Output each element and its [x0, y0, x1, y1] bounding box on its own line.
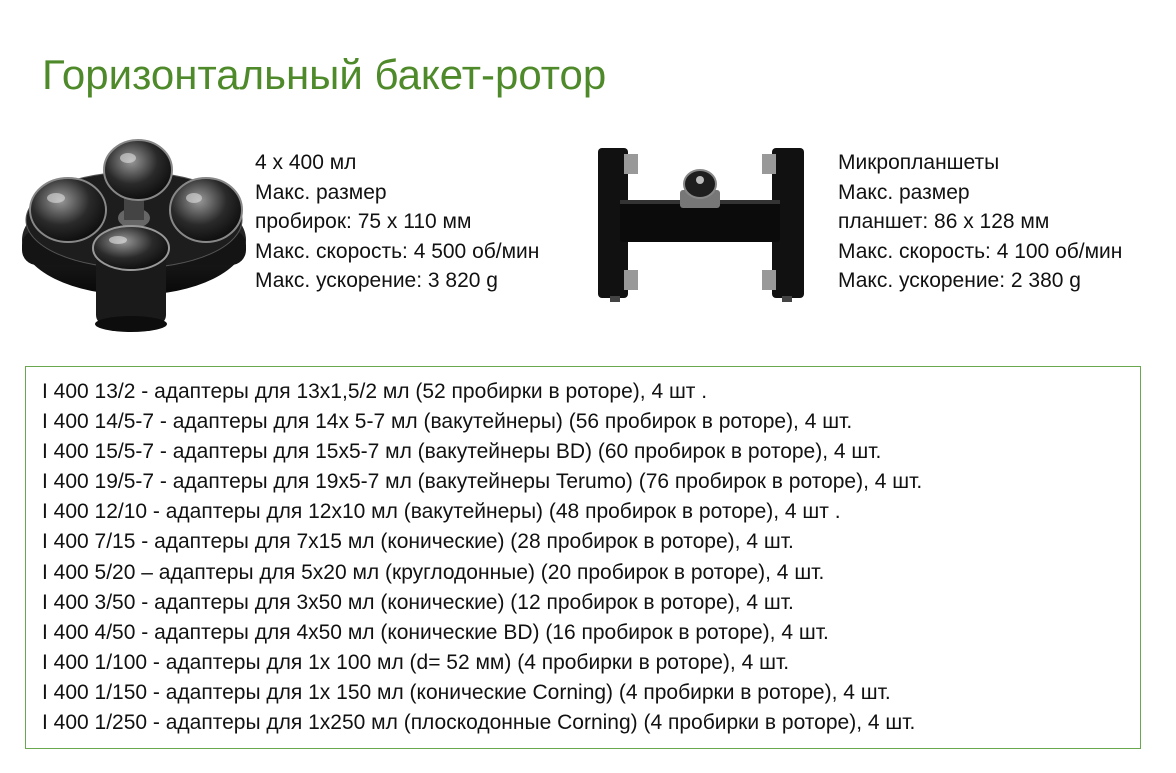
- list-item: I 400 1/150 - адаптеры для 1x 150 мл (конические Corning) (4 пробирки в роторе), 4 шт.: [42, 680, 891, 704]
- spec-size-value: пробирок: 75 x 110 мм: [255, 210, 472, 233]
- list-item: I 400 1/250 - адаптеры для 1x250 мл (плоскодонные Corning) (4 пробирки в роторе), 4 шт.: [42, 711, 916, 735]
- rotor-specs: [255, 148, 539, 296]
- list-item: I 400 5/20 – адаптеры для 5x20 мл (круглодонные) (20 пробирок в роторе), 4 шт.: [42, 560, 825, 584]
- list-item: I 400 4/50 - адаптеры для 4x50 мл (конические BD) (16 пробирок в роторе), 4 шт.: [42, 620, 829, 644]
- list-item: I 400 3/50 - адаптеры для 3x50 мл (конические) (12 пробирок в роторе), 4 шт.: [42, 590, 794, 614]
- plate-specs: [838, 148, 1122, 296]
- list-item: I 400 12/10 - адаптеры для 12x10 мл (вакутейнеры) (48 пробирок в роторе), 4 шт .: [42, 500, 841, 524]
- list-item: I 400 14/5-7 - адаптеры для 14x 5-7 мл (вакутейнеры) (56 пробирок в роторе), 4 шт.: [42, 410, 853, 434]
- spec-acceleration: Макс. ускорение: 3 820 g: [255, 269, 498, 292]
- spec-type: Микропланшеты: [838, 151, 1000, 174]
- list-item: I 400 15/5-7 - адаптеры для 15x5-7 мл (вакутейнеры BD) (60 пробирок в роторе), 4 шт.: [42, 440, 882, 464]
- page-title: Горизонтальный бакет-ротор: [42, 51, 607, 98]
- list-item: I 400 13/2 - адаптеры для 13x1,5/2 мл (52 пробирки в роторе), 4 шт .: [42, 380, 708, 403]
- bucket-rotor-icon: [16, 120, 252, 335]
- adapter-list: [42, 377, 922, 738]
- adapter-list-box: [25, 366, 1141, 749]
- microplate-carrier-icon: [590, 140, 820, 305]
- list-item: I 400 19/5-7 - адаптеры для 19x5-7 мл (вакутейнеры Terumo) (76 пробирок в роторе), 4 шт.: [42, 470, 923, 494]
- spec-size-label: Макс. размер: [255, 180, 387, 204]
- list-item: I 400 7/15 - адаптеры для 7x15 мл (конические) (28 пробирок в роторе), 4 шт.: [42, 530, 794, 554]
- spec-capacity: 4 x 400 мл: [255, 151, 357, 174]
- spec-acceleration: Макс. ускорение: 2 380 g: [838, 269, 1081, 292]
- list-item: I 400 1/100 - адаптеры для 1x 100 мл (d= 52 мм) (4 пробирки в роторе), 4 шт.: [42, 650, 790, 674]
- spec-size-label: Макс. размер: [838, 180, 970, 204]
- spec-size-value: планшет: 86 x 128 мм: [838, 210, 1050, 233]
- spec-speed: Макс. скорость: 4 500 об/мин: [255, 239, 540, 263]
- spec-speed: Макс. скорость: 4 100 об/мин: [838, 239, 1123, 263]
